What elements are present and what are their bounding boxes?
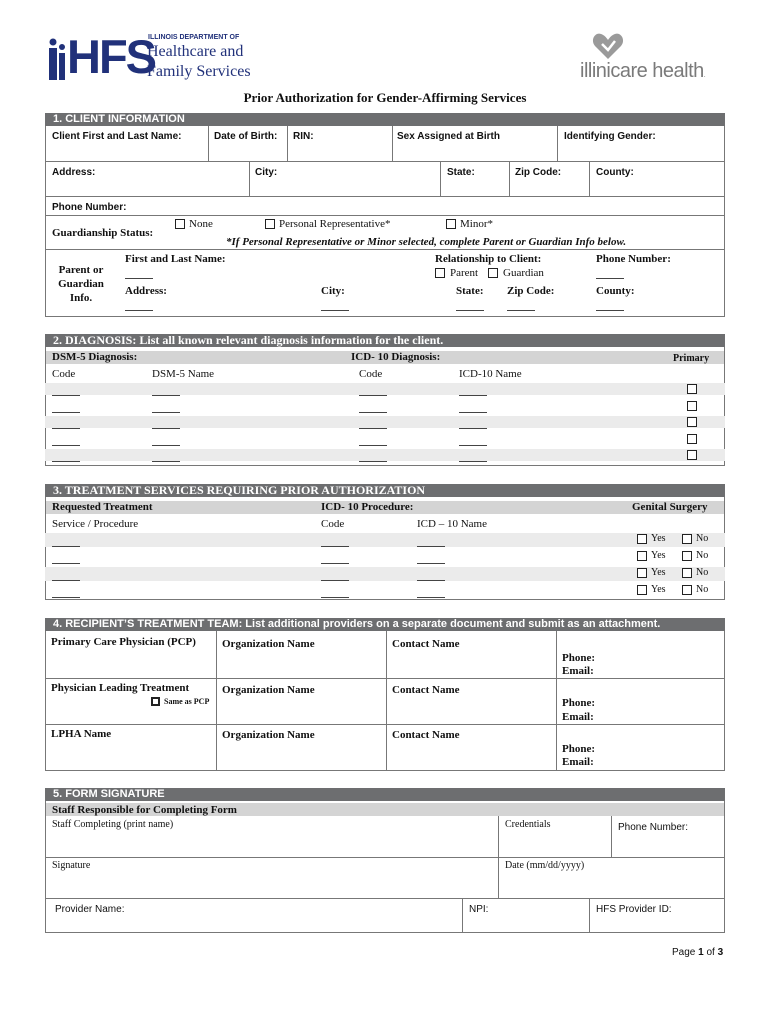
provider-name-field[interactable]: Provider Name: [55, 904, 125, 915]
physician-leading-label: Physician Leading Treatment [51, 682, 190, 694]
genital-no-label: No [696, 567, 709, 578]
heart-icon [592, 32, 624, 60]
primary-checkbox[interactable] [687, 434, 697, 444]
pg-city-label: City: [321, 285, 345, 297]
sex-assigned-field[interactable]: Sex Assigned at Birth [397, 131, 500, 142]
icd10-procedure-label: ICD- 10 Procedure: [321, 501, 414, 513]
rin-field[interactable]: RIN: [293, 131, 314, 142]
diagnosis-row [45, 383, 725, 395]
dx-icd10-code-blank[interactable] [359, 461, 387, 462]
pg-county-blank[interactable] [596, 310, 624, 311]
physician-org-field[interactable]: Organization Name [222, 684, 315, 696]
pcp-label: Primary Care Physician (PCP) [51, 636, 196, 648]
primary-checkbox[interactable] [687, 450, 697, 460]
illinicare-name: illinicare health [580, 60, 704, 82]
genital-no-checkbox[interactable] [682, 551, 692, 561]
tx-code-blank[interactable] [321, 580, 349, 581]
dx-code-blank[interactable] [52, 461, 80, 462]
genital-yes-label: Yes [651, 533, 666, 544]
genital-yes-checkbox[interactable] [637, 534, 647, 544]
tx-code-blank[interactable] [321, 546, 349, 547]
pg-phone-blank[interactable] [596, 278, 624, 279]
physician-contact-field[interactable]: Contact Name [392, 684, 460, 696]
dsm5-label: DSM-5 Diagnosis: [52, 351, 138, 363]
treatment-row [45, 533, 725, 547]
lpha-org-field[interactable]: Organization Name [222, 729, 315, 741]
parent-guardian-info-label: Parent or Guardian Info. [58, 264, 104, 304]
genital-no-label: No [696, 533, 709, 544]
tx-code-blank[interactable] [321, 597, 349, 598]
dx-dsm5-name-blank[interactable] [152, 428, 180, 429]
same-as-pcp-label: Same as PCP [164, 697, 210, 706]
genital-yes-label: Yes [651, 567, 666, 578]
guardian-label: Guardian [503, 267, 544, 279]
section4-frame [45, 631, 725, 771]
department-label: ILLINOIS DEPARTMENT OF [148, 34, 240, 41]
pg-relationship-label: Relationship to Client: [435, 253, 542, 265]
state-field[interactable]: State: [447, 167, 475, 178]
icd10-label: ICD- 10 Diagnosis: [351, 351, 441, 363]
pg-zip-blank[interactable] [507, 310, 535, 311]
staff-completing-field[interactable]: Staff Completing (print name) [52, 819, 174, 830]
illinicare-wordmark [580, 60, 705, 83]
genital-yes-label: Yes [651, 550, 666, 561]
dx-dsm5-name-blank[interactable] [152, 395, 180, 396]
genital-no-checkbox[interactable] [682, 585, 692, 595]
zip-field[interactable]: Zip Code: [515, 167, 562, 178]
personal-rep-checkbox[interactable] [265, 219, 275, 229]
hfs-logo [45, 32, 255, 84]
tx-icd10-name-blank[interactable] [417, 546, 445, 547]
genital-no-checkbox[interactable] [682, 568, 692, 578]
date-field[interactable]: Date (mm/dd/yyyy) [505, 860, 585, 871]
pg-city-blank[interactable] [321, 310, 349, 311]
illinicare-logo [580, 32, 730, 84]
physician-phone-field[interactable]: Phone: [562, 697, 595, 709]
col-service: Service / Procedure [52, 518, 139, 530]
tx-code-blank[interactable] [321, 563, 349, 564]
page-number [672, 947, 723, 958]
diagnosis-row [45, 416, 725, 428]
pcp-phone-field[interactable]: Phone: [562, 652, 595, 664]
tx-service-blank[interactable] [52, 563, 80, 564]
npi-field[interactable]: NPI: [469, 904, 489, 915]
address-field[interactable]: Address: [52, 167, 96, 178]
lpha-label: LPHA Name [51, 728, 112, 740]
client-name-field[interactable]: Client First and Last Name: [52, 131, 182, 142]
primary-checkbox[interactable] [687, 384, 697, 394]
dx-code-blank[interactable] [52, 395, 80, 396]
diagnosis-row [45, 449, 725, 461]
dx-dsm5-name-blank[interactable] [152, 461, 180, 462]
genital-yes-checkbox[interactable] [637, 551, 647, 561]
pg-name-blank[interactable] [125, 278, 153, 279]
pg-address-label: Address: [125, 285, 167, 297]
page-prefix: Page [672, 947, 699, 958]
page-of: of [703, 947, 718, 958]
col-code-2: Code [359, 368, 383, 380]
genital-yes-checkbox[interactable] [637, 568, 647, 578]
tx-icd10-name-blank[interactable] [417, 563, 445, 564]
same-as-pcp-checkbox[interactable] [151, 697, 160, 706]
pg-state-blank[interactable] [456, 310, 484, 311]
dx-icd10-code-blank[interactable] [359, 428, 387, 429]
dx-icd10-name-blank[interactable] [459, 461, 487, 462]
guardian-checkbox[interactable] [488, 268, 498, 278]
dx-dsm5-name-blank[interactable] [152, 412, 180, 413]
pg-state-label: State: [456, 285, 484, 297]
pg-county-label: County: [596, 285, 635, 297]
family-figures-icon [45, 38, 67, 80]
department-name-line1: Healthcare and [147, 43, 244, 60]
dx-code-blank[interactable] [52, 445, 80, 446]
tx-service-blank[interactable] [52, 597, 80, 598]
tx-service-blank[interactable] [52, 580, 80, 581]
none-label: None [189, 218, 213, 230]
dx-code-blank[interactable] [52, 428, 80, 429]
identifying-gender-field[interactable]: Identifying Gender: [564, 131, 656, 142]
primary-label: Primary [673, 353, 710, 364]
none-checkbox[interactable] [175, 219, 185, 229]
genital-surgery-label: Genital Surgery [632, 501, 708, 513]
primary-checkbox[interactable] [687, 401, 697, 411]
minor-checkbox[interactable] [446, 219, 456, 229]
page-title: Prior Authorization for Gender-Affirming Services [243, 90, 527, 105]
city-field[interactable]: City: [255, 167, 278, 178]
trademark: . [703, 72, 706, 79]
guardianship-status-label: Guardianship Status: [52, 227, 154, 239]
phone-field[interactable]: Phone Number: [52, 202, 127, 213]
lpha-email-field[interactable]: Email: [562, 756, 594, 768]
dx-icd10-code-blank[interactable] [359, 445, 387, 446]
parent-label: Parent [450, 267, 479, 279]
dx-dsm5-name-blank[interactable] [152, 445, 180, 446]
genital-yes-checkbox[interactable] [637, 585, 647, 595]
pcp-contact-field[interactable]: Contact Name [392, 638, 460, 650]
genital-no-label: No [696, 550, 709, 561]
lpha-phone-field[interactable]: Phone: [562, 743, 595, 755]
dx-icd10-name-blank[interactable] [459, 395, 487, 396]
section4-header: 4. RECIPIENT’S TREATMENT TEAM: List additional providers on a separate document and submit as an attachment. [45, 618, 725, 631]
requested-treatment-label: Requested Treatment [52, 501, 153, 513]
dx-code-blank[interactable] [52, 412, 80, 413]
physician-email-field[interactable]: Email: [562, 711, 594, 723]
col-code: Code [52, 368, 76, 380]
staff-phone-field[interactable]: Phone Number: [618, 822, 689, 833]
personal-rep-label: Personal Representative* [279, 218, 391, 230]
section3-header: 3. TREATMENT SERVICES REQUIRING PRIOR AUTHORIZATION [45, 484, 725, 497]
tx-service-blank[interactable] [52, 546, 80, 547]
pg-phone-label: Phone Number: [596, 253, 671, 265]
section5-header: 5. FORM SIGNATURE [45, 788, 725, 801]
pg-address-blank[interactable] [125, 310, 153, 311]
county-field[interactable]: County: [596, 167, 634, 178]
hfs-mark: HFS [67, 30, 155, 83]
pcp-org-field[interactable]: Organization Name [222, 638, 315, 650]
lpha-contact-field[interactable]: Contact Name [392, 729, 460, 741]
genital-yes-label: Yes [651, 584, 666, 595]
dx-icd10-name-blank[interactable] [459, 412, 487, 413]
tx-icd10-name-blank[interactable] [417, 580, 445, 581]
parent-checkbox[interactable] [435, 268, 445, 278]
genital-no-label: No [696, 584, 709, 595]
staff-responsible-label: Staff Responsible for Completing Form [52, 804, 237, 816]
signature-field[interactable]: Signature [52, 860, 91, 871]
dx-icd10-name-blank[interactable] [459, 428, 487, 429]
col-dsm5-name: DSM-5 Name [152, 368, 215, 380]
page-total: 3 [717, 947, 724, 958]
dx-icd10-name-blank[interactable] [459, 445, 487, 446]
dx-icd10-code-blank[interactable] [359, 395, 387, 396]
genital-no-checkbox[interactable] [682, 534, 692, 544]
section2-header: 2. DIAGNOSIS: List all known relevant diagnosis information for the client. [45, 334, 725, 347]
pg-name-label: First and Last Name: [125, 253, 226, 265]
department-name-line2: Family Services [147, 63, 251, 80]
tx-icd10-name-blank[interactable] [417, 597, 445, 598]
treatment-row [45, 567, 725, 581]
col-icd10-name-3: ICD – 10 Name [417, 518, 487, 530]
credentials-field[interactable]: Credentials [505, 819, 551, 830]
hfs-provider-id-field[interactable]: HFS Provider ID: [596, 904, 672, 915]
pg-zip-label: Zip Code: [507, 285, 555, 297]
page-num: 1 [698, 947, 704, 958]
dx-icd10-code-blank[interactable] [359, 412, 387, 413]
pcp-email-field[interactable]: Email: [562, 665, 594, 677]
col-code-3: Code [321, 518, 345, 530]
minor-label: Minor* [460, 218, 493, 230]
col-icd10-name: ICD-10 Name [459, 368, 522, 380]
primary-checkbox[interactable] [687, 417, 697, 427]
section1-header: 1. CLIENT INFORMATION [45, 113, 725, 126]
guardian-note: *If Personal Representative or Minor selected, complete Parent or Guardian Info below. [226, 236, 627, 248]
dob-field[interactable]: Date of Birth: [214, 131, 278, 142]
